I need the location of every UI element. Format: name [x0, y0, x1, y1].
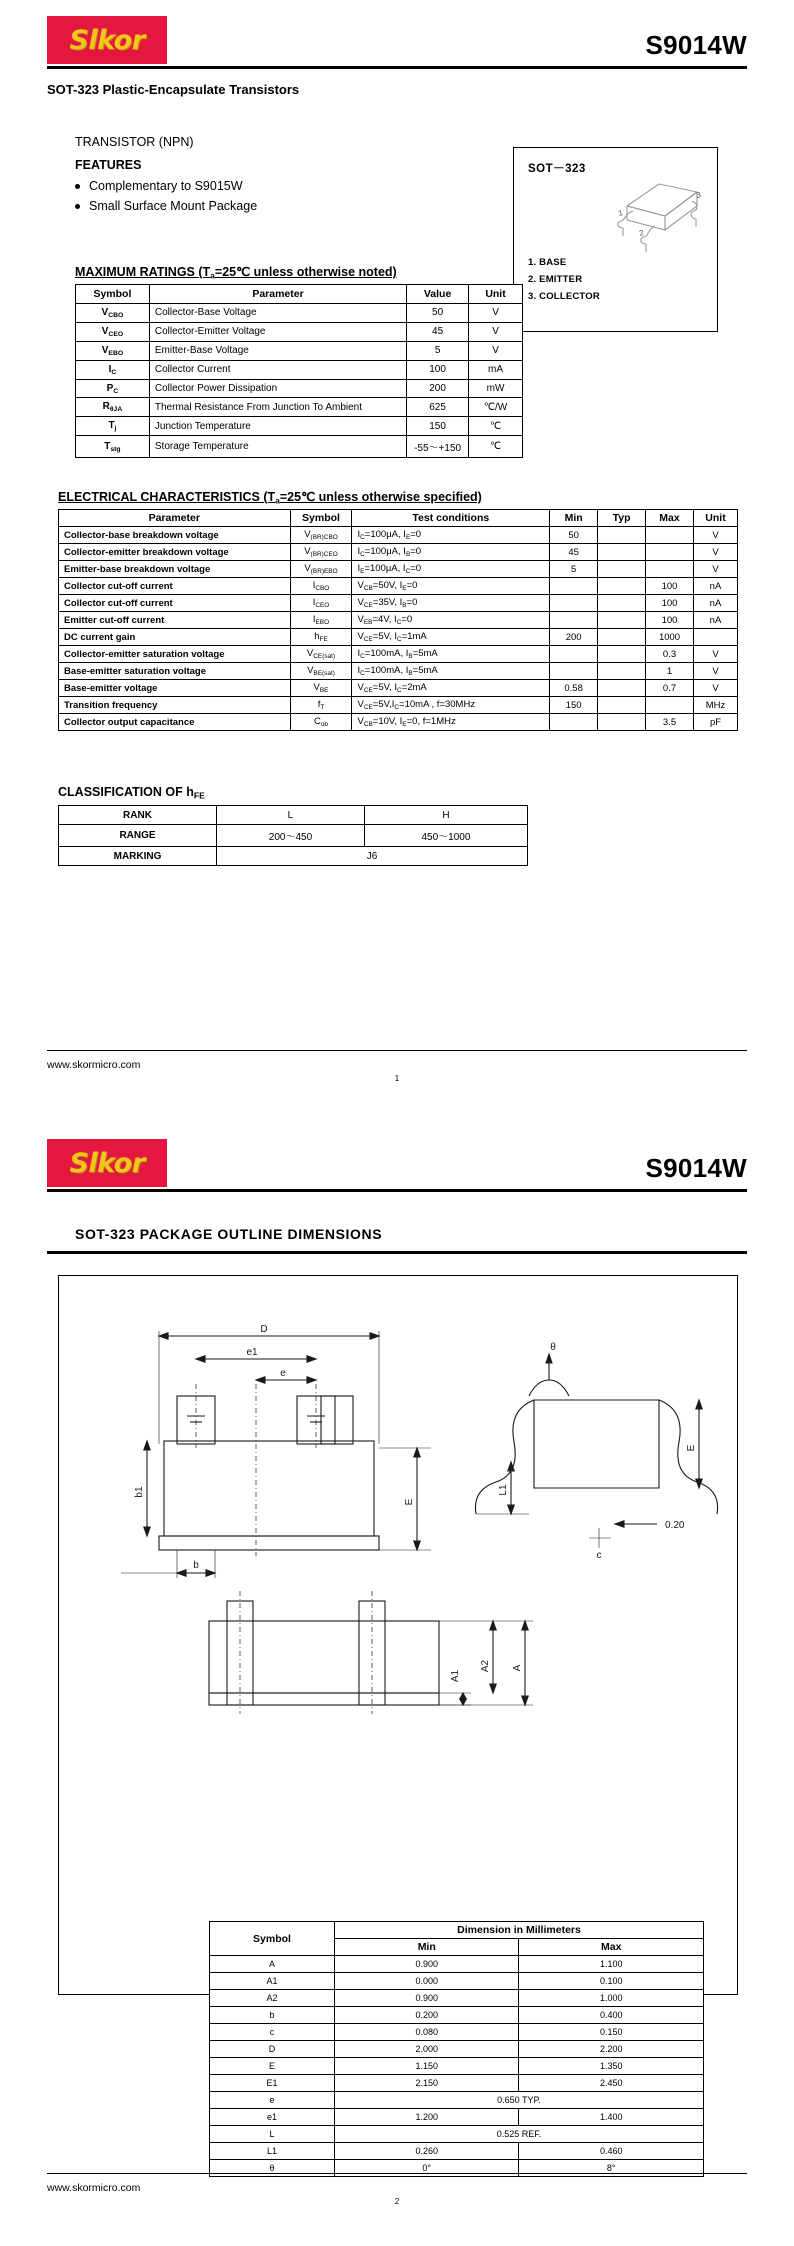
cell-value: 50 [407, 304, 469, 323]
cell-parameter: Transition frequency [59, 697, 291, 714]
cell-max [646, 544, 694, 561]
cell-max [646, 561, 694, 578]
slkor-logo [47, 16, 167, 64]
cell-value: 100 [407, 360, 469, 379]
cell-max: 100 [646, 578, 694, 595]
cell-parameter: Base-emitter voltage [59, 680, 291, 697]
cell-dim-max: 1.000 [519, 1990, 704, 2007]
electrical-title [58, 489, 482, 505]
intro-block [75, 135, 375, 219]
cell-test-condition: $I_E=100\mu A$, $I_C=0$ [352, 561, 550, 578]
cell-typ [598, 595, 646, 612]
package-outline-title: SOT-323 PACKAGE OUTLINE DIMENSIONS [75, 1226, 383, 1242]
cell-unit [693, 629, 737, 646]
cell-value: 5 [407, 341, 469, 360]
svg-text:0.20: 0.20 [665, 1520, 685, 1531]
cell-dim-symbol: e1 [210, 2109, 335, 2126]
table-row [210, 2075, 704, 2092]
cell-value: 625 [407, 398, 469, 417]
cell-parameter: Emitter-base breakdown voltage [59, 561, 291, 578]
cell-unit: V [693, 680, 737, 697]
footer-divider [47, 1050, 747, 1052]
cell-parameter: Collector output capacitance [59, 714, 291, 731]
col-symbol: Symbol [76, 285, 150, 304]
cell-unit: ℃ [469, 417, 523, 436]
cell-symbol: $V_{(BR)EBO}$ [290, 561, 352, 578]
table-row [210, 1990, 704, 2007]
title-divider [47, 1251, 747, 1254]
classification-title-main: CLASSIFICATION OF h [58, 785, 194, 799]
cell-symbol: $P_C$ [76, 379, 150, 398]
cell-unit: nA [693, 595, 737, 612]
col-min: Min [550, 510, 598, 527]
package-outline-drawing [59, 1276, 737, 1994]
cell-dim-max: 1.100 [519, 1956, 704, 1973]
max-ratings-title-sub: a [210, 270, 215, 281]
table-row [76, 398, 523, 417]
transistor-type: TRANSISTOR (NPN) [75, 135, 194, 149]
cell-value: 200 [407, 379, 469, 398]
cell-symbol: $I_{CEO}$ [290, 595, 352, 612]
cell-dim-max: 0.150 [519, 2024, 704, 2041]
cell-test-condition: $V_{CB}=10V$, $I_E=0$, f=1MHz [352, 714, 550, 731]
cell-symbol: $V_{CEO}$ [76, 322, 150, 341]
table-row [76, 341, 523, 360]
cell-unit: V [693, 527, 737, 544]
cell-min [550, 612, 598, 629]
col-unit: Unit [693, 510, 737, 527]
page-title: S9014W [645, 30, 747, 60]
col-min: Min [335, 1939, 519, 1956]
electrical-title-main: ELECTRICAL CHARACTERISTICS (T [58, 490, 276, 504]
cell-parameter: Collector-Emitter Voltage [149, 322, 406, 341]
table-row [210, 2058, 704, 2075]
table-row [59, 629, 738, 646]
svg-text:θ: θ [550, 1342, 556, 1353]
document-subtitle: SOT-323 Plastic-Encapsulate Transistors [47, 82, 300, 97]
bullet-icon [75, 204, 80, 209]
cell-typ [598, 680, 646, 697]
cell-dim-min: 2.150 [335, 2075, 519, 2092]
table-row [210, 2126, 704, 2143]
cell-dim-min: 0.200 [335, 2007, 519, 2024]
cell-typ [598, 646, 646, 663]
cell-value: 45 [407, 322, 469, 341]
cell-parameter: Collector-emitter saturation voltage [59, 646, 291, 663]
col-dimension-group: Dimension in Millimeters [335, 1922, 704, 1939]
cell-typ [598, 629, 646, 646]
table-row [76, 436, 523, 458]
cell-test-condition: $I_C=100mA$, $I_B=5mA$ [352, 663, 550, 680]
cell-dim-symbol: D [210, 2041, 335, 2058]
slkor-logo [47, 1139, 167, 1187]
table-row [59, 714, 738, 731]
cell-symbol: $C_{ob}$ [290, 714, 352, 731]
table-row [210, 1956, 704, 1973]
cell-value: -55～+150 [407, 436, 469, 458]
max-ratings-title-rest: =25℃ unless otherwise noted) [214, 265, 397, 279]
electrical-characteristics-table [58, 509, 738, 731]
svg-text:e1: e1 [246, 1347, 258, 1358]
cell-min [550, 595, 598, 612]
cell-dim-min: 0.900 [335, 1990, 519, 2007]
cell-dim-symbol: c [210, 2024, 335, 2041]
table-row [59, 544, 738, 561]
sot323-package-drawing [593, 170, 713, 258]
cell-dim-max: 0.460 [519, 2143, 704, 2160]
cell-parameter: Collector Current [149, 360, 406, 379]
table-header-row [59, 510, 738, 527]
cell-parameter: Collector cut-off current [59, 595, 291, 612]
cell-dim-span: 0.525 REF. [335, 2126, 704, 2143]
cell-max: 1 [646, 663, 694, 680]
col-parameter: Parameter [59, 510, 291, 527]
table-row [210, 2143, 704, 2160]
pin-1-label: 1. BASE [528, 257, 567, 268]
cell-typ [598, 697, 646, 714]
cell-max [646, 697, 694, 714]
cell-min: 45 [550, 544, 598, 561]
cell-dim-symbol: L [210, 2126, 335, 2143]
cell-min [550, 646, 598, 663]
cell-unit: pF [693, 714, 737, 731]
svg-text:A: A [512, 1664, 523, 1672]
cell-min: 0.58 [550, 680, 598, 697]
cell-rank-h: 450～1000 [364, 825, 527, 847]
cell-parameter: Collector-Base Voltage [149, 304, 406, 323]
cell-dim-min: 0.000 [335, 1973, 519, 1990]
cell-max [646, 527, 694, 544]
cell-dim-symbol: θ [210, 2160, 335, 2177]
cell-dim-max: 1.350 [519, 2058, 704, 2075]
cell-symbol: $T_{stg}$ [76, 436, 150, 458]
table-row [59, 646, 738, 663]
cell-parameter: Emitter-Base Voltage [149, 341, 406, 360]
max-ratings-title [75, 264, 397, 280]
cell-symbol: $V_{(BR)CBO}$ [290, 527, 352, 544]
cell-dim-min: 2.000 [335, 2041, 519, 2058]
cell-test-condition: $V_{CB}=50V$, $I_E=0$ [352, 578, 550, 595]
table-row [59, 847, 528, 866]
table-row [76, 304, 523, 323]
header-divider [47, 66, 747, 69]
table-row [59, 806, 528, 825]
page-title: S9014W [645, 1153, 747, 1183]
cell-symbol: $V_{(BR)CEO}$ [290, 544, 352, 561]
feature-item [75, 199, 375, 213]
cell-symbol: $T_j$ [76, 417, 150, 436]
cell-rank-key: MARKING [59, 847, 217, 866]
features-heading: FEATURES [75, 158, 142, 172]
cell-unit: V [469, 304, 523, 323]
cell-dim-symbol: L1 [210, 2143, 335, 2160]
pin-3-label: 3. COLLECTOR [528, 291, 600, 302]
cell-rank-h: H [364, 806, 527, 825]
footer-url[interactable]: www.skormicro.com [47, 2182, 141, 2194]
cell-min: 50 [550, 527, 598, 544]
cell-dim-max: 1.400 [519, 2109, 704, 2126]
cell-parameter: Emitter cut-off current [59, 612, 291, 629]
cell-dim-max: 8° [519, 2160, 704, 2177]
svg-text:1: 1 [617, 208, 624, 218]
table-row [59, 561, 738, 578]
pin-2-label: 2. EMITTER [528, 274, 583, 285]
table-row [210, 2007, 704, 2024]
svg-text:L1: L1 [498, 1484, 509, 1496]
col-max: Max [519, 1939, 704, 1956]
cell-max: 0.3 [646, 646, 694, 663]
cell-dim-min: 1.150 [335, 2058, 519, 2075]
package-illustration-box [513, 147, 718, 332]
cell-rank-l: L [217, 806, 365, 825]
table-row [210, 1973, 704, 1990]
svg-text:2: 2 [638, 228, 645, 238]
cell-test-condition: $V_{CE}=35V$, $I_B=0$ [352, 595, 550, 612]
svg-text:b: b [193, 1560, 199, 1571]
cell-test-condition: $I_C=100mA$, $I_B=5mA$ [352, 646, 550, 663]
table-row [210, 2092, 704, 2109]
cell-symbol: $I_{CBO}$ [290, 578, 352, 595]
table-row [76, 360, 523, 379]
cell-parameter: Thermal Resistance From Junction To Ambient [149, 398, 406, 417]
cell-unit: V [693, 663, 737, 680]
cell-test-condition: $I_C=100\mu A$, $I_E=0$ [352, 527, 550, 544]
package-title: SOT－323 [528, 163, 586, 175]
table-row [59, 612, 738, 629]
cell-unit: V [469, 341, 523, 360]
cell-unit: nA [693, 578, 737, 595]
col-value: Value [407, 285, 469, 304]
col-parameter: Parameter [149, 285, 406, 304]
cell-test-condition: $V_{CE}=5V$, $I_C=1mA$ [352, 629, 550, 646]
footer-divider [47, 2173, 747, 2175]
table-header-row [210, 1922, 704, 1939]
cell-min: 200 [550, 629, 598, 646]
cell-parameter: Collector Power Dissipation [149, 379, 406, 398]
footer-page-number: 1 [394, 1074, 400, 1083]
cell-min [550, 578, 598, 595]
cell-typ [598, 544, 646, 561]
cell-parameter: Collector cut-off current [59, 578, 291, 595]
cell-typ [598, 561, 646, 578]
cell-typ [598, 612, 646, 629]
cell-dim-symbol: E1 [210, 2075, 335, 2092]
cell-dim-max: 2.200 [519, 2041, 704, 2058]
cell-symbol: $V_{CBO}$ [76, 304, 150, 323]
cell-symbol: $V_{CE(sat)}$ [290, 646, 352, 663]
cell-max: 3.5 [646, 714, 694, 731]
table-row [210, 2109, 704, 2126]
feature-label: Complementary to S9015W [89, 179, 243, 193]
cell-rank-key: RANK [59, 806, 217, 825]
cell-unit: ℃/W [469, 398, 523, 417]
cell-symbol: $I_{EBO}$ [290, 612, 352, 629]
col-unit: Unit [469, 285, 523, 304]
svg-text:c: c [596, 1550, 602, 1561]
cell-dim-span: 0.650 TYP. [335, 2092, 704, 2109]
cell-typ [598, 663, 646, 680]
cell-rank-key: RANGE [59, 825, 217, 847]
cell-dim-min: 0.900 [335, 1956, 519, 1973]
cell-test-condition: $V_{CE}=5V,I_C=10mA$ , f=30MHz [352, 697, 550, 714]
cell-unit: V [693, 561, 737, 578]
cell-rank-l: 200～450 [217, 825, 365, 847]
cell-typ [598, 714, 646, 731]
maximum-ratings-table [75, 284, 523, 458]
table-row [210, 2041, 704, 2058]
bullet-icon [75, 184, 80, 189]
cell-unit: mA [469, 360, 523, 379]
table-row [59, 663, 738, 680]
cell-symbol: $V_{BE}$ [290, 680, 352, 697]
footer-page-number: 2 [394, 2197, 400, 2206]
cell-unit: V [693, 646, 737, 663]
cell-max: 1000 [646, 629, 694, 646]
cell-max: 0.7 [646, 680, 694, 697]
cell-dim-min: 0.260 [335, 2143, 519, 2160]
table-row [59, 527, 738, 544]
cell-symbol: $V_{BE(sat)}$ [290, 663, 352, 680]
cell-parameter: Junction Temperature [149, 417, 406, 436]
table-row [59, 578, 738, 595]
cell-typ [598, 527, 646, 544]
cell-unit: nA [693, 612, 737, 629]
electrical-title-sub: a [275, 495, 280, 506]
pin-legend [528, 254, 600, 305]
svg-text:E: E [404, 1498, 415, 1506]
col-symbol: Symbol [290, 510, 352, 527]
cell-dim-min: 0.080 [335, 2024, 519, 2041]
table-row [76, 417, 523, 436]
cell-symbol: $R_{\theta JA}$ [76, 398, 150, 417]
cell-value: 150 [407, 417, 469, 436]
dimension-table [209, 1921, 704, 2177]
cell-parameter: Collector-emitter breakdown voltage [59, 544, 291, 561]
table-header-row [76, 285, 523, 304]
max-ratings-title-main: MAXIMUM RATINGS (T [75, 265, 211, 279]
svg-text:A1: A1 [450, 1669, 461, 1683]
cell-typ [598, 578, 646, 595]
table-row [59, 680, 738, 697]
cell-dim-symbol: A2 [210, 1990, 335, 2007]
col-max: Max [646, 510, 694, 527]
table-row [59, 825, 528, 847]
cell-symbol: $I_C$ [76, 360, 150, 379]
cell-dim-max: 0.400 [519, 2007, 704, 2024]
cell-marking: J6 [217, 847, 528, 866]
svg-text:e: e [280, 1368, 286, 1379]
col-test-conditions: Test conditions [352, 510, 550, 527]
hfe-classification-table [58, 805, 528, 866]
cell-dim-max: 0.100 [519, 1973, 704, 1990]
col-typ: Typ [598, 510, 646, 527]
cell-test-condition: $I_C=100\mu A$, $I_B=0$ [352, 544, 550, 561]
svg-text:D: D [260, 1324, 268, 1335]
cell-min: 5 [550, 561, 598, 578]
cell-parameter: Base-emitter saturation voltage [59, 663, 291, 680]
cell-unit: mW [469, 379, 523, 398]
cell-dim-symbol: E [210, 2058, 335, 2075]
classification-title [58, 785, 205, 800]
svg-text:E: E [686, 1444, 697, 1452]
cell-min [550, 714, 598, 731]
table-row [210, 2024, 704, 2041]
table-row [59, 697, 738, 714]
cell-parameter: Collector-base breakdown voltage [59, 527, 291, 544]
cell-dim-max: 2.450 [519, 2075, 704, 2092]
svg-text:A2: A2 [480, 1659, 491, 1673]
cell-symbol: $V_{EBO}$ [76, 341, 150, 360]
svg-text:3: 3 [695, 190, 702, 200]
feature-item [75, 179, 375, 193]
cell-max: 100 [646, 612, 694, 629]
cell-dim-min: 1.200 [335, 2109, 519, 2126]
cell-unit: V [469, 322, 523, 341]
page-2 [0, 1123, 794, 2246]
cell-dim-symbol: A [210, 1956, 335, 1973]
cell-test-condition: $V_{CE}=5V$, $I_C=2mA$ [352, 680, 550, 697]
cell-symbol: $h_{FE}$ [290, 629, 352, 646]
slkor-logo-text: Slkor [69, 24, 145, 56]
cell-unit: MHz [693, 697, 737, 714]
cell-min: 150 [550, 697, 598, 714]
package-drawing-frame [58, 1275, 738, 2173]
cell-parameter: Storage Temperature [149, 436, 406, 458]
feature-label: Small Surface Mount Package [89, 199, 258, 213]
cell-min [550, 663, 598, 680]
cell-dim-symbol: b [210, 2007, 335, 2024]
cell-dim-min: 0° [335, 2160, 519, 2177]
cell-symbol: $f_T$ [290, 697, 352, 714]
table-row [76, 322, 523, 341]
cell-dim-symbol: A1 [210, 1973, 335, 1990]
svg-text:b1: b1 [134, 1486, 145, 1498]
header-divider [47, 1189, 747, 1192]
cell-max: 100 [646, 595, 694, 612]
slkor-logo-text: Slkor [69, 1147, 145, 1179]
classification-title-sub: FE [193, 790, 205, 801]
table-row [59, 595, 738, 612]
footer-url[interactable]: www.skormicro.com [47, 1059, 141, 1071]
electrical-title-rest: =25℃ unless otherwise specified) [279, 490, 482, 504]
cell-dim-symbol: e [210, 2092, 335, 2109]
col-symbol: Symbol [210, 1922, 335, 1956]
table-row [76, 379, 523, 398]
cell-test-condition: $V_{EB}=4V$, $I_C=0$ [352, 612, 550, 629]
cell-unit: V [693, 544, 737, 561]
cell-parameter: DC current gain [59, 629, 291, 646]
cell-unit: ℃ [469, 436, 523, 458]
